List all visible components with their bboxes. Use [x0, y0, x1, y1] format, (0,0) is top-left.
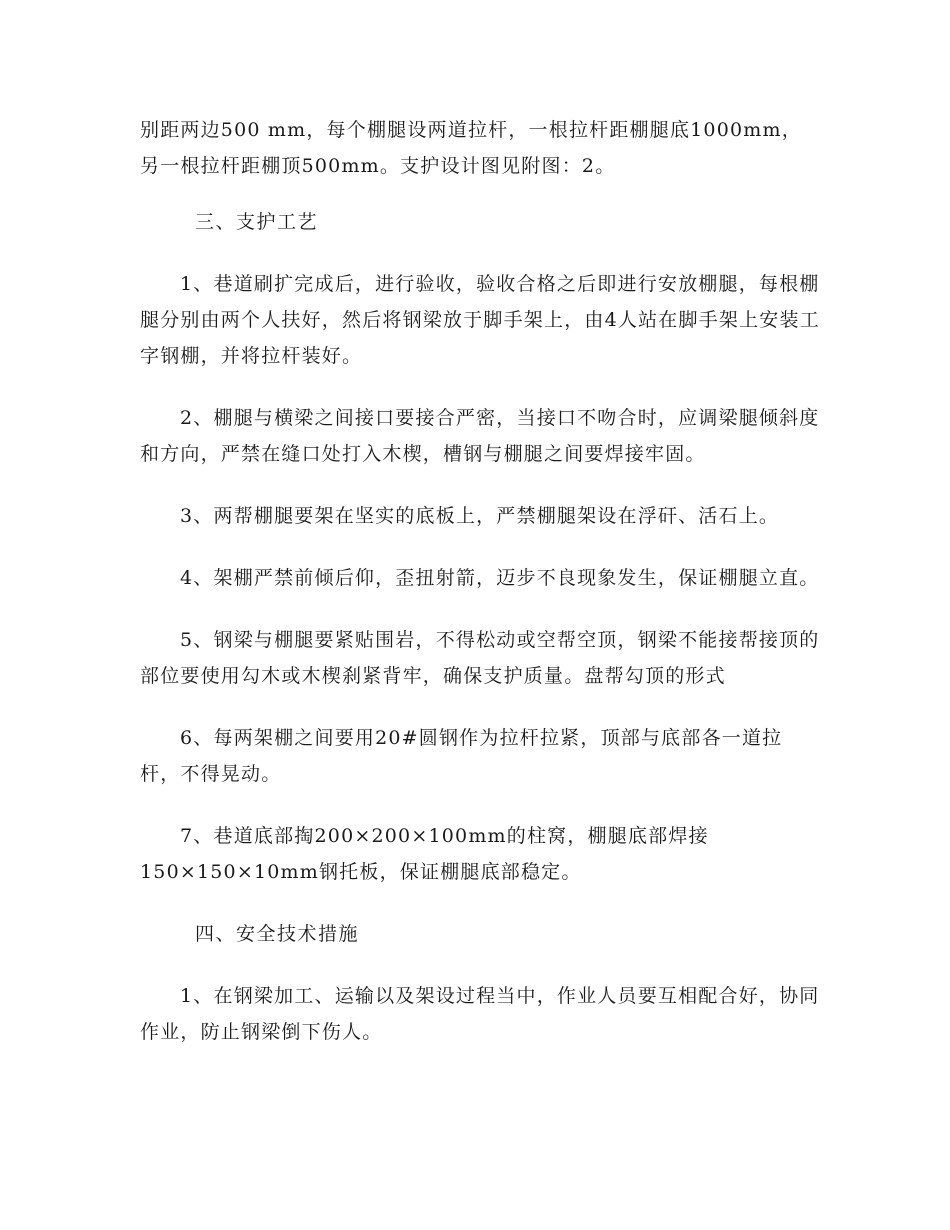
safety-item-1: 1、在钢梁加工、运输以及架设过程当中，作业人员要互相配合好，协同作业，防止钢梁倒下伤人。 — [140, 985, 820, 1043]
process-item-6: 6、每两架棚之间要用20#圆钢作为拉杆拉紧，顶部与底部各一道拉杆，不得晃动。 — [140, 727, 783, 785]
process-item-5: 5、钢梁与棚腿要紧贴围岩，不得松动或空帮空顶，钢梁不能接帮接顶的部位要使用勾木或木楔刹紧背牢，确保支护质量。盘帮勾顶的形式 — [140, 629, 820, 687]
process-item-1: 1、巷道刷扩完成后，进行验收，验收合格之后即进行安放棚腿，每根棚腿分别由两个人扶好，然后将钢梁放于脚手架上，由4人站在脚手架上安装工字钢棚，并将拉杆装好。 — [140, 273, 820, 367]
process-item-3: 3、两帮棚腿要架在坚实的底板上，严禁棚腿架设在浮矸、活石上。 — [180, 505, 780, 527]
section-heading-safety-measures: 四、安全技术措施 — [195, 923, 360, 945]
process-item-4: 4、架棚严禁前倾后仰，歪扭射箭，迈步不良现象发生，保证棚腿立直。 — [180, 567, 820, 589]
process-item-7: 7、巷道底部掏200×200×100mm的柱窝，棚腿底部焊接150×150×10mm钢托板，保证棚腿底部稳定。 — [140, 825, 709, 883]
continuation-paragraph: 别距两边500 mm，每个棚腿设两道拉杆，一根拉杆距棚腿底1000mm，另一根拉杆距棚顶500mm。支护设计图见附图：2。 — [140, 119, 802, 177]
section-heading-support-process: 三、支护工艺 — [195, 211, 319, 233]
process-item-2: 2、棚腿与横梁之间接口要接合严密，当接口不吻合时，应调梁腿倾斜度和方向，严禁在缝口处打入木楔，槽钢与棚腿之间要焊接牢固。 — [140, 407, 820, 465]
document-body — [140, 112, 820, 1076]
